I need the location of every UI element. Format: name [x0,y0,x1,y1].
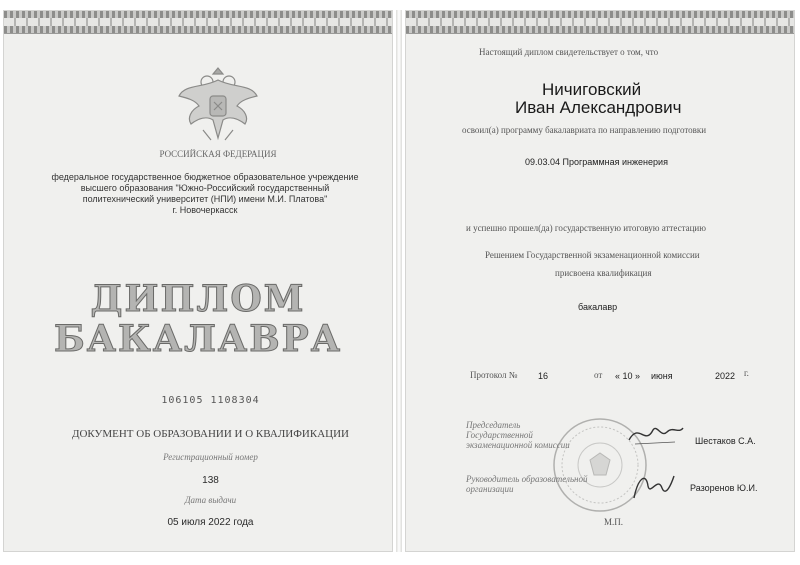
graduate-surname: Ничиговский [542,80,642,99]
graduate-given-names: Иван Александрович [515,98,682,117]
intro-text: Настоящий диплом свидетельствует о том, что [479,47,659,57]
ornament-band [4,11,392,34]
head-role-line: организации [466,484,514,494]
country-label: РОССИЙСКАЯ ФЕДЕРАЦИЯ [159,149,277,159]
year-suffix: г. [744,368,749,378]
registration-label: Регистрационный номер [163,452,258,462]
diploma-title-line1: ДИПЛОМ [90,278,306,320]
stamp-mark: М.П. [604,517,624,527]
ornament-band [406,11,794,34]
head-name: Разоренов Ю.И. [690,483,758,493]
from-label: от [594,370,603,380]
org-line: г. Новочеркасск [172,205,238,215]
org-line: федеральное государственное бюджетное образовательное учреждение [51,172,359,182]
chair-name: Шестаков С.А. [695,436,756,446]
issue-date: 05 июля 2022 года [167,517,254,528]
page-fold [396,10,402,552]
protocol-day: « 10 » [615,371,641,381]
head-signature-icon [628,468,678,504]
decision-line: Решением Государственной экзаменационной комиссии [485,250,700,260]
chair-signature-icon [625,418,685,448]
org-line: высшего образования "Южно-Российский государственный [80,183,330,193]
protocol-year: 2022 [715,371,736,381]
registration-number: 138 [202,475,219,486]
document-type: ДОКУМЕНТ ОБ ОБРАЗОВАНИИ И О КВАЛИФИКАЦИИ [71,428,349,440]
qualification: бакалавр [578,302,618,312]
org-line: политехнический университет (НПИ) имени М.И. Платова" [82,194,328,204]
diploma-title-line2: БАКАЛАВРА [53,318,343,360]
coat-of-arms-icon [173,60,263,145]
chair-role-line: экзаменационной комиссии [466,440,570,450]
protocol-number: 16 [538,371,549,381]
serial-number: 106105 1108304 [161,395,260,406]
head-role [466,474,588,494]
protocol-label: Протокол № [470,370,518,380]
chair-role-line: Государственной [466,430,533,440]
issue-date-label: Дата выдачи [184,495,237,505]
program-code: 09.03.04 Программная инженерия [525,157,668,167]
head-role-line: Руководитель образовательной [466,474,588,484]
chair-role-line: Председатель [466,420,521,430]
attestation-text: и успешно прошел(да) государственную итоговую аттестацию [466,223,706,233]
decision-line: присвоена квалификация [555,268,652,278]
program-text: освоил(а) программу бакалавриата по направлению подготовки [462,125,707,135]
chair-role [466,420,570,450]
organization-block [40,172,370,216]
protocol-month: июня [651,371,673,381]
